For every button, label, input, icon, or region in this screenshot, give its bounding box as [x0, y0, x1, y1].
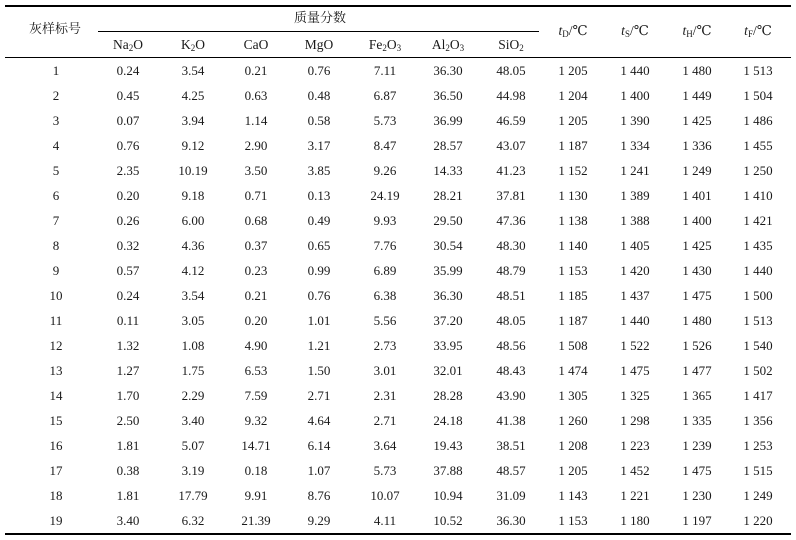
- table-cell: 0.13: [307, 188, 331, 203]
- table-cell: 6.53: [244, 363, 268, 378]
- table-cell: 2.73: [373, 338, 397, 353]
- table-cell: 9.18: [181, 188, 205, 203]
- table-cell: 1 365: [682, 388, 712, 403]
- table-cell: 1 515: [743, 463, 773, 478]
- table-cell: 1 500: [743, 288, 773, 303]
- oxide-header-3: MgO: [304, 37, 334, 52]
- table-cell: 2.50: [116, 413, 140, 428]
- table-cell: 48.51: [496, 288, 526, 303]
- table-cell: 0.76: [307, 63, 331, 78]
- table-cell: 1 420: [620, 263, 650, 278]
- table-cell: 1 180: [620, 513, 650, 528]
- table-cell: 35.99: [433, 263, 463, 278]
- table-cell: 0.23: [244, 263, 268, 278]
- table-cell: 36.50: [433, 88, 463, 103]
- table-cell: 9.12: [181, 138, 205, 153]
- table-cell: 3.40: [181, 413, 205, 428]
- table-cell: 1 425: [682, 113, 712, 128]
- table-cell: 5.73: [373, 463, 397, 478]
- table-cell: 1 138: [558, 213, 588, 228]
- table-cell: 9.91: [244, 488, 268, 503]
- table-cell: 41.23: [496, 163, 526, 178]
- table-cell: 1 153: [558, 513, 588, 528]
- row-sample-id: 6: [52, 188, 60, 203]
- table-cell: 1 187: [558, 313, 588, 328]
- table-cell: 1 389: [620, 188, 650, 203]
- table-cell: 3.50: [244, 163, 268, 178]
- table-cell: 0.11: [116, 313, 140, 328]
- table-cell: 48.79: [496, 263, 526, 278]
- table-cell: 1 185: [558, 288, 588, 303]
- table-cell: 10.94: [433, 488, 463, 503]
- table-cell: 6.87: [373, 88, 397, 103]
- table-cell: 1.07: [307, 463, 331, 478]
- table-cell: 3.54: [181, 288, 205, 303]
- table-cell: 9.26: [373, 163, 397, 178]
- table-cell: 8.76: [307, 488, 331, 503]
- table-cell: 1 502: [743, 363, 773, 378]
- header-sample-id: 灰样标号: [28, 22, 81, 37]
- table-cell: 0.26: [116, 213, 140, 228]
- table-cell: 1 440: [620, 313, 650, 328]
- table-cell: 4.64: [307, 413, 331, 428]
- table-cell: 1 325: [620, 388, 650, 403]
- table-cell: 1 140: [558, 238, 588, 253]
- table-cell: 3.17: [307, 138, 331, 153]
- table-cell: 2.29: [181, 388, 205, 403]
- table-cell: 1 336: [682, 138, 712, 153]
- table-cell: 7.76: [373, 238, 397, 253]
- table-cell: 1 390: [620, 113, 650, 128]
- row-sample-id: 5: [52, 163, 60, 178]
- table-cell: 0.18: [244, 463, 268, 478]
- header-bottom-rule: [5, 57, 791, 58]
- oxide-header-5: $Al_2O_3$: [431, 37, 465, 53]
- table-cell: 1 260: [558, 413, 588, 428]
- oxide-header-0: $Na_2O$: [113, 37, 143, 53]
- table-cell: 9.32: [244, 413, 268, 428]
- table-cell: 7.59: [244, 388, 268, 403]
- table-cell: 1 513: [743, 63, 773, 78]
- table-cell: 10.52: [433, 513, 463, 528]
- table-bottom-rule: [5, 533, 791, 535]
- table-cell: 9.29: [307, 513, 331, 528]
- table-cell: 0.21: [244, 288, 268, 303]
- table-cell: 28.57: [433, 138, 463, 153]
- oxide-header-1: $K_2O$: [181, 37, 205, 53]
- row-sample-id: 16: [49, 438, 63, 453]
- table-cell: 1 143: [558, 488, 588, 503]
- table-cell: 0.48: [307, 88, 331, 103]
- table-cell: 1 400: [620, 88, 650, 103]
- table-cell: 0.57: [116, 263, 140, 278]
- row-sample-id: 1: [52, 63, 60, 78]
- table-cell: 6.89: [373, 263, 397, 278]
- table-cell: 1 197: [682, 513, 712, 528]
- table-cell: 1 440: [743, 263, 773, 278]
- table-cell: 3.85: [307, 163, 331, 178]
- table-cell: 0.99: [307, 263, 331, 278]
- row-sample-id: 14: [49, 388, 63, 403]
- table-cell: 28.28: [433, 388, 463, 403]
- temp-header-H: $t_H/℃$: [682, 23, 712, 39]
- table-cell: 0.38: [116, 463, 140, 478]
- table-cell: 1 508: [558, 338, 588, 353]
- table-cell: 1 356: [743, 413, 773, 428]
- table-cell: 3.54: [181, 63, 205, 78]
- table-top-rule: [5, 5, 791, 7]
- table-cell: 1.21: [307, 338, 331, 353]
- table-cell: 1 205: [558, 63, 588, 78]
- table-cell: 0.45: [116, 88, 140, 103]
- table-cell: 1 400: [682, 213, 712, 228]
- table-cell: 36.30: [433, 288, 463, 303]
- table-cell: 1 249: [682, 163, 712, 178]
- table-cell: 3.01: [373, 363, 397, 378]
- table-cell: 1 405: [620, 238, 650, 253]
- table-cell: 1 513: [743, 313, 773, 328]
- table-cell: 1 205: [558, 463, 588, 478]
- table-cell: 19.43: [433, 438, 463, 453]
- table-cell: 1 388: [620, 213, 650, 228]
- row-sample-id: 15: [49, 413, 63, 428]
- oxide-header-6: SiO$_2$: [498, 37, 524, 53]
- table-cell: 0.20: [116, 188, 140, 203]
- table-cell: 1 435: [743, 238, 773, 253]
- table-cell: 48.43: [496, 363, 526, 378]
- table-cell: 1 455: [743, 138, 773, 153]
- table-cell: 1.01: [307, 313, 331, 328]
- table-cell: 1 474: [558, 363, 588, 378]
- table-cell: 6.32: [181, 513, 205, 528]
- table-cell: 2.31: [373, 388, 397, 403]
- table-cell: 9.93: [373, 213, 397, 228]
- temp-header-D: $t_D/℃$: [558, 23, 588, 39]
- table-cell: 1.27: [116, 363, 140, 378]
- table-cell: 1.75: [181, 363, 205, 378]
- table-cell: 1 475: [620, 363, 650, 378]
- table-cell: 0.68: [244, 213, 268, 228]
- table-cell: 1 153: [558, 263, 588, 278]
- table-cell: 1 440: [620, 63, 650, 78]
- table-cell: 24.19: [370, 188, 400, 203]
- table-cell: 30.54: [433, 238, 463, 253]
- row-sample-id: 12: [49, 338, 63, 353]
- table-cell: 2.71: [373, 413, 397, 428]
- table-cell: 1 223: [620, 438, 650, 453]
- table-cell: 47.36: [496, 213, 526, 228]
- table-cell: 48.05: [496, 313, 526, 328]
- table-cell: 1 335: [682, 413, 712, 428]
- table-cell: 1 437: [620, 288, 650, 303]
- table-cell: 2.35: [116, 163, 140, 178]
- table-cell: 4.11: [373, 513, 397, 528]
- table-cell: 3.19: [181, 463, 205, 478]
- table-cell: 1.50: [307, 363, 331, 378]
- table-cell: 48.05: [496, 63, 526, 78]
- table-cell: 0.21: [244, 63, 268, 78]
- oxide-header-2: CaO: [243, 37, 269, 52]
- table-cell: 41.38: [496, 413, 526, 428]
- table-cell: 43.90: [496, 388, 526, 403]
- table-cell: 1 480: [682, 63, 712, 78]
- table-cell: 10.19: [178, 163, 208, 178]
- table-cell: 1 522: [620, 338, 650, 353]
- table-cell: 8.47: [373, 138, 397, 153]
- table-cell: 1 540: [743, 338, 773, 353]
- table-cell: 7.11: [373, 63, 397, 78]
- row-sample-id: 10: [49, 288, 63, 303]
- table-cell: 1 241: [620, 163, 650, 178]
- table-cell: 1.32: [116, 338, 140, 353]
- table-cell: 28.21: [433, 188, 463, 203]
- table-cell: 21.39: [241, 513, 271, 528]
- table-cell: 36.30: [433, 63, 463, 78]
- table-cell: 1 477: [682, 363, 712, 378]
- table-cell: 32.01: [433, 363, 463, 378]
- table-cell: 6.00: [181, 213, 205, 228]
- table-cell: 1 250: [743, 163, 773, 178]
- table-cell: 1 334: [620, 138, 650, 153]
- temp-header-S: $t_S/℃$: [621, 23, 649, 39]
- table-cell: 37.20: [433, 313, 463, 328]
- table-cell: 3.94: [181, 113, 205, 128]
- table-cell: 1 475: [682, 288, 712, 303]
- table-cell: 0.76: [307, 288, 331, 303]
- table-cell: 2.90: [244, 138, 268, 153]
- table-cell: 6.14: [307, 438, 331, 453]
- group-underline-rule: [98, 31, 539, 32]
- table-cell: 33.95: [433, 338, 463, 353]
- table-cell: 5.73: [373, 113, 397, 128]
- table-cell: 48.56: [496, 338, 526, 353]
- table-cell: 0.24: [116, 63, 140, 78]
- row-sample-id: 2: [52, 88, 60, 103]
- row-sample-id: 11: [49, 313, 63, 328]
- table-cell: 29.50: [433, 213, 463, 228]
- table-cell: 1 204: [558, 88, 588, 103]
- table-cell: 1 208: [558, 438, 588, 453]
- table-cell: 37.81: [496, 188, 526, 203]
- table-cell: 1 253: [743, 438, 773, 453]
- table-cell: 1 421: [743, 213, 773, 228]
- table-cell: 4.36: [181, 238, 205, 253]
- table-cell: 4.90: [244, 338, 268, 353]
- table-cell: 37.88: [433, 463, 463, 478]
- table-cell: 1.70: [116, 388, 140, 403]
- table-cell: 0.76: [116, 138, 140, 153]
- table-cell: 1 486: [743, 113, 773, 128]
- table-cell: 48.57: [496, 463, 526, 478]
- table-cell: 1 130: [558, 188, 588, 203]
- table-cell: 3.64: [373, 438, 397, 453]
- table-cell: 1.08: [181, 338, 205, 353]
- table-cell: 1 152: [558, 163, 588, 178]
- table-cell: 14.71: [241, 438, 271, 453]
- table-cell: 1.81: [116, 488, 140, 503]
- table-cell: 1 239: [682, 438, 712, 453]
- table-cell: 0.65: [307, 238, 331, 253]
- table-cell: 3.40: [116, 513, 140, 528]
- table-cell: 1 205: [558, 113, 588, 128]
- table-cell: 31.09: [496, 488, 526, 503]
- table-cell: 1 452: [620, 463, 650, 478]
- table-cell: 1 220: [743, 513, 773, 528]
- table-cell: 36.30: [496, 513, 526, 528]
- table-cell: 14.33: [433, 163, 463, 178]
- table-cell: 1 401: [682, 188, 712, 203]
- table-cell: 1 410: [743, 188, 773, 203]
- table-cell: 0.07: [116, 113, 140, 128]
- table-cell: 36.99: [433, 113, 463, 128]
- table-cell: 1 504: [743, 88, 773, 103]
- row-sample-id: 18: [49, 488, 63, 503]
- table-cell: 1 305: [558, 388, 588, 403]
- table-cell: 0.58: [307, 113, 331, 128]
- table-cell: 0.37: [244, 238, 268, 253]
- row-sample-id: 9: [52, 263, 60, 278]
- table-cell: 6.38: [373, 288, 397, 303]
- table-cell: 0.20: [244, 313, 268, 328]
- table-cell: 0.24: [116, 288, 140, 303]
- table-cell: 1 526: [682, 338, 712, 353]
- table-cell: 1 298: [620, 413, 650, 428]
- table-cell: 0.49: [307, 213, 331, 228]
- table-cell: 24.18: [433, 413, 463, 428]
- table-cell: 1 475: [682, 463, 712, 478]
- row-sample-id: 3: [52, 113, 60, 128]
- oxide-header-4: $Fe_2O_3$: [368, 37, 402, 53]
- table-cell: 4.25: [181, 88, 205, 103]
- table-cell: 1.14: [244, 113, 268, 128]
- table-cell: 1.81: [116, 438, 140, 453]
- temp-header-F: $t_F/℃$: [744, 23, 772, 39]
- table-cell: 1 417: [743, 388, 773, 403]
- table-cell: 1 449: [682, 88, 712, 103]
- table-cell: 5.56: [373, 313, 397, 328]
- table-cell: 0.32: [116, 238, 140, 253]
- table-cell: 44.98: [496, 88, 526, 103]
- row-sample-id: 19: [49, 513, 63, 528]
- row-sample-id: 13: [49, 363, 63, 378]
- table-cell: 1 425: [682, 238, 712, 253]
- table-cell: 1 249: [743, 488, 773, 503]
- table-cell: 1 480: [682, 313, 712, 328]
- table-cell: 0.71: [244, 188, 268, 203]
- table-cell: 4.12: [181, 263, 205, 278]
- table-cell: 10.07: [370, 488, 400, 503]
- table-cell: 46.59: [496, 113, 526, 128]
- table-cell: 0.63: [244, 88, 268, 103]
- row-sample-id: 4: [52, 138, 60, 153]
- table-cell: 1 187: [558, 138, 588, 153]
- table-cell: 43.07: [496, 138, 526, 153]
- table-cell: 5.07: [181, 438, 205, 453]
- row-sample-id: 17: [49, 463, 63, 478]
- table-cell: 1 430: [682, 263, 712, 278]
- table-cell: 1 221: [620, 488, 650, 503]
- table-cell: 2.71: [307, 388, 331, 403]
- table-cell: 1 230: [682, 488, 712, 503]
- table-cell: 3.05: [181, 313, 205, 328]
- table-cell: 17.79: [178, 488, 208, 503]
- row-sample-id: 7: [52, 213, 60, 228]
- row-sample-id: 8: [52, 238, 60, 253]
- header-mass-fraction: 质量分数: [293, 11, 346, 26]
- table-cell: 38.51: [496, 438, 526, 453]
- table-cell: 48.30: [496, 238, 526, 253]
